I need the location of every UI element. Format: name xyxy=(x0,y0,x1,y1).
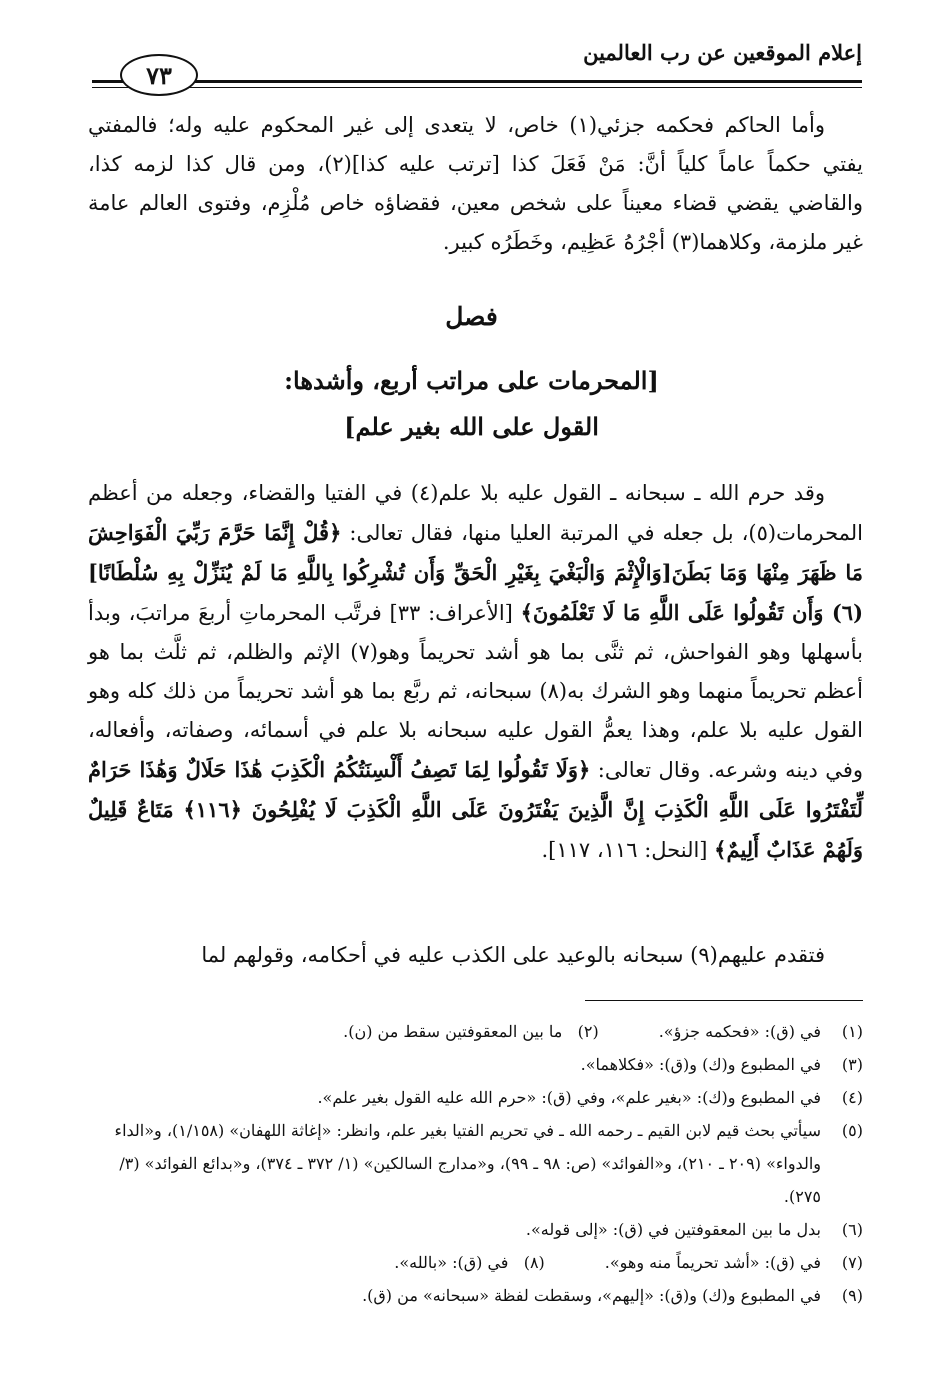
paragraph-2 xyxy=(88,474,863,870)
section-heading-fasl: فصل xyxy=(445,302,498,331)
footnote-text xyxy=(88,1246,821,1279)
footnote-row xyxy=(88,1114,863,1213)
footnote-text: في المطبوع و(ك): «بغير علم»، وفي (ق): «حرم الله عليه القول بغير علم». xyxy=(317,1088,821,1107)
paragraph-1: وأما الحاكم فحكمه جزئي(١) خاص، لا يتعدى إلى غير المحكوم عليه وله؛ فالمفتي يفتي حكماً عاماً كلياً أنَّ: مَنْ فَعَلَ كذا [ترتب عليه كذا](٢)، ومن قال كذا لزمه كذا، والقاضي يقضي قضاء معيناً على شخص معين، فقضاؤه خاص مُلْزِم، وفتوى العالم عامة غير ملزمة، وكلاهما(٣) أجْرُهُ عَظِيم، وخَطَرُه كبير. xyxy=(88,113,863,254)
footnote-text-1: في (ق): «أشد تحريماً منه وهو». xyxy=(604,1253,821,1272)
footnote-number: (٧) xyxy=(841,1253,863,1272)
quran-verse-araf: ﴿قُلْ إِنَّمَا حَرَّمَ رَبِّيَ الْفَوَاحِشَ مَا ظَهَرَ مِنْهَا وَمَا بَطَنَ[وَالْإِثْمَ وَالْبَغْيَ بِغَيْرِ الْحَقِّ وَأَن تُشْرِكُوا بِاللَّهِ مَا لَمْ يُنَزِّلْ بِهِ سُلْطَانًا](٦) وَأَن تَقُولُوا عَلَى اللَّهِ مَا لَا تَعْلَمُونَ﴾ xyxy=(88,520,863,625)
footnote-row xyxy=(88,1279,863,1312)
footnote-text-2: في (ق): «بالله». xyxy=(394,1253,509,1272)
footnote-number-2: (٨) xyxy=(523,1253,545,1272)
footnote-text-2: ما بين المعقوفتين سقط من (ن). xyxy=(343,1022,563,1041)
footnote-text: بدل ما بين المعقوفتين في (ق): «إلى قوله». xyxy=(525,1220,821,1239)
footnote-text: في المطبوع و(ك) و(ق): «فكلاهما». xyxy=(580,1055,821,1074)
footnote-number: (١) xyxy=(841,1022,863,1041)
footnote-number: (٥) xyxy=(841,1121,863,1140)
footnote-text: في المطبوع و(ك) و(ق): «إليهم»، وسقطت لفظة «سبحانه» من (ق). xyxy=(362,1286,821,1305)
footnotes xyxy=(88,1015,863,1312)
footnote-number: (٩) xyxy=(841,1286,863,1305)
footnote-number-2: (٢) xyxy=(577,1022,599,1041)
paragraph-2-text-b: [الأعراف: ٣٣] فرتَّب المحرماتِ أربعَ مراتبَ، وبدأ بأسهلها وهو الفواحش، ثم ثنَّى بما هو أشد تحريماً وهو(٧) الإثم والظلم، ثم ثلَّث بما هو أعظم تحريماً منهما وهو الشرك به(٨) سبحانه، ثم ربَّع بما هو أشد تحريماً من ذلك كله وهو القول عليه بلا علم، وهذا يعمُّ القول عليه سبحانه بلا علم في أسمائه، وصفاته، وأفعاله، وفي دينه وشرعه. وقال تعالى: xyxy=(88,601,864,782)
subheading-line-2: القول على الله بغير علم] xyxy=(344,412,599,441)
header-rule-thick xyxy=(92,80,862,83)
footnote-number: (٣) xyxy=(841,1055,863,1074)
paragraph-2-text-c: [النحل: ١١٦، ١١٧]. xyxy=(541,838,715,862)
footnote-text: سيأتي بحث قيم لابن القيم ـ رحمه الله ـ في تحريم الفتيا بغير علم، وانظر: «إغاثة اللهفان» (١/١٥٨)، و«الداء والدواء» (٢٠٩ ـ ٢١٠)، و«الفوائد» (ص: ٩٨ ـ ٩٩)، و«مدارج السالكين» (١/ ٣٧٢ ـ ٣٧٤)، و«بدائع الفوائد» (٣/ ٢٧٥). xyxy=(114,1121,821,1206)
footnote-row xyxy=(88,1246,863,1279)
subheading-line-1: [المحرمات على مراتب أربع، وأشدها: xyxy=(284,366,659,395)
footnote-number: (٤) xyxy=(841,1088,863,1107)
header-rule-thin xyxy=(92,87,862,88)
paragraph-2-text-a: وقد حرم الله ـ سبحانه ـ القول عليه بلا علم(٤) في الفتيا والقضاء، وجعله من أعظم المحرمات(٥)، بل جعله في المرتبة العليا منها، فقال تعالى: xyxy=(88,481,864,545)
paragraph-3: فتقدم عليهم(٩) سبحانه بالوعيد على الكذب عليه في أحكامه، وقولهم لما xyxy=(201,943,825,967)
footnote-text-1: في (ق): «فحكمه جزؤ». xyxy=(658,1022,821,1041)
footnote-row xyxy=(88,1048,863,1081)
footnote-number: (٦) xyxy=(841,1220,863,1239)
footnote-row xyxy=(88,1081,863,1114)
page-header xyxy=(92,36,862,96)
running-title: إعلام الموقعين عن رب العالمين xyxy=(583,40,862,65)
footnote-text xyxy=(88,1015,821,1048)
footnote-separator xyxy=(585,1000,863,1001)
quran-verse-nahl: ﴿وَلَا تَقُولُوا لِمَا تَصِفُ أَلْسِنَتُكُمُ الْكَذِبَ هَٰذَا حَلَالٌ وَهَٰذَا حَرَامٌ لِّتَفْتَرُوا عَلَى اللَّهِ الْكَذِبَ إِنَّ الَّذِينَ يَفْتَرُونَ عَلَى اللَّهِ الْكَذِبَ لَا يُفْلِحُونَ ﴿١١٦﴾ مَتَاعٌ قَلِيلٌ وَلَهُمْ عَذَابٌ أَلِيمٌ﴾ xyxy=(88,757,863,862)
footnote-row xyxy=(88,1213,863,1246)
footnote-row xyxy=(88,1015,863,1048)
page-number: ٧٣ xyxy=(120,54,198,96)
